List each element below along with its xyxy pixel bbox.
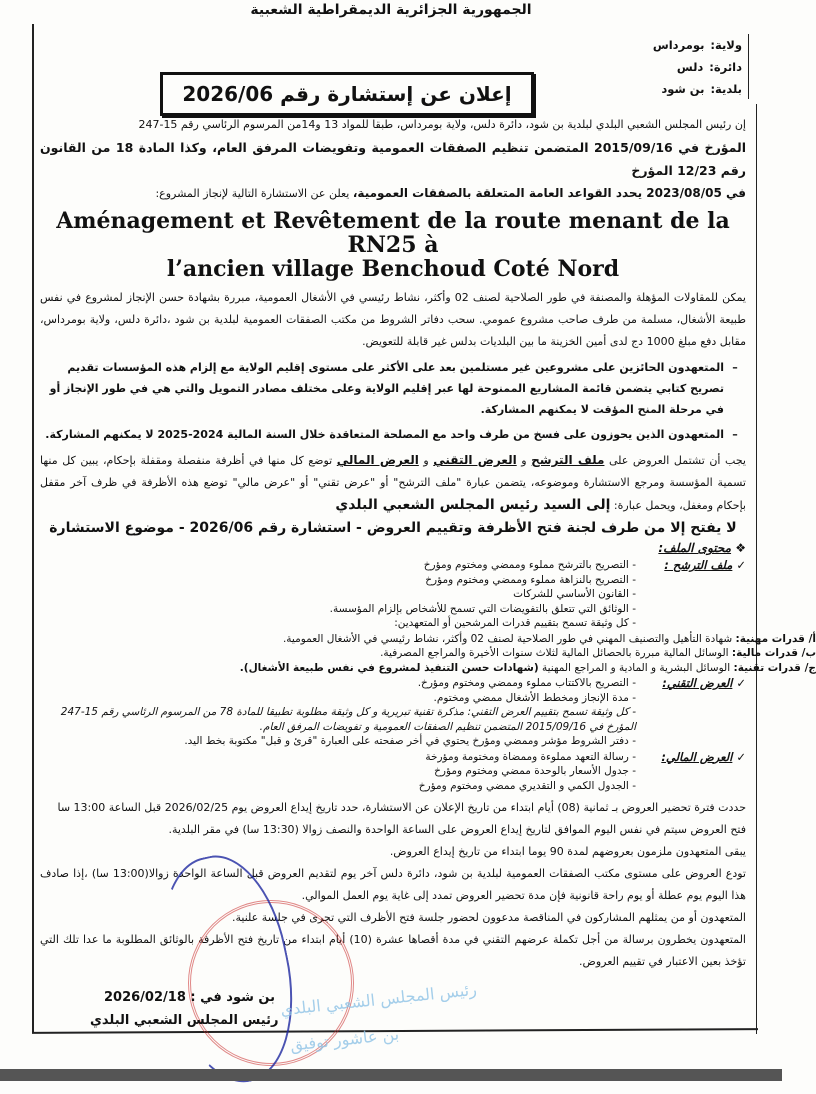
capacity-key: ج/ قدرات تقنية: — [734, 662, 816, 674]
item-text: مدة الإنجاز ومخطط الأشغال ممضي ومختوم. — [434, 692, 629, 704]
schedule-completion: المتعهدون يخطرون برسالة من أجل تكملة عرضهم التقني في مدة أقصاها عشرة (10) أيام ابتداء من تاريخ فتح الأظرفة بالوثائق المطلوبة ما عدا تلك التي تؤخذ بعين الاعتبار في تقييم العروض. — [40, 929, 746, 973]
scan-bottom-edge — [0, 1069, 782, 1081]
dash-icon: – — [724, 424, 746, 445]
technical-offer-ref: العرض التقني — [433, 453, 516, 467]
section-label: العرض التقني: — [662, 676, 732, 690]
check-icon: ✓ — [732, 750, 746, 764]
item-text: دفتر الشروط مؤشر وممضي ومؤرخ يحتوي في أخر صفحته على العبارة "قرئ و قبل" مكتوبة بخط اليد. — [184, 735, 629, 747]
frame-right-top — [748, 34, 749, 99]
item-text: القانون الأساسي للشركات — [513, 588, 629, 600]
capacity-value: شهادة التأهيل والتصنيف المهني في طور الصلاحية لصنف 02 وأكثر، نشاط رئيسي في الأشغال العمومية. — [283, 633, 732, 645]
intro-line-3-tail: يعلن عن الاستشارة التالية لإنجاز المشروع: — [155, 187, 349, 200]
document-title: إعلان عن إستشارة رقم 2026/06 — [160, 72, 534, 116]
signature-place-date: بن شود في : 2026/02/18 — [104, 990, 275, 1005]
schedule-validity: يبقى المتعهدون ملزمون بعروضهم لمدة 90 يوما ابتداء من تاريخ إيداع العروض. — [40, 841, 746, 863]
item-text: الجدول الكمي و التقديري ممضي ومختوم ومؤرخ — [419, 780, 629, 792]
document-body — [40, 114, 746, 973]
list-item: - الجدول الكمي و التقديري ممضي ومختوم ومؤرخ — [419, 779, 636, 794]
list-item: - جدول الأسعار بالوحدة ممضي ومختوم ومؤرخ — [419, 764, 636, 779]
list-item: - القانون الأساسي للشركات — [330, 587, 636, 602]
condition-item — [40, 357, 746, 420]
daira-row — [612, 56, 742, 78]
envelope-seal-note: لا يفتح إلا من طرف لجنة فتح الأظرفة وتقييم العروض - استشارة رقم 2026/06 - موضوع الاستشارة — [40, 517, 746, 539]
section-label: ملف الترشح : — [664, 558, 732, 572]
candidacy-file-section — [40, 558, 746, 631]
technical-offer-section — [40, 676, 746, 749]
schedule-opening: فتح العروض سيتم في نفس اليوم الموافق لتاريخ إيداع العروض على الساعة الواحدة والنصف زوالا (13:30 سا) في مقر البلدية. — [40, 819, 746, 841]
offers-intro: يجب أن تشتمل العروض على — [609, 454, 746, 467]
list-item: - كل وثيقة تسمح بتقييم قدرات المرشحين أو المتعهدين: — [330, 616, 636, 631]
capacity-key: أ/ قدرات مهنية: — [736, 633, 816, 645]
item-text: التصريح بالنزاهة مملوء وممضي ومختوم ومؤرخ — [425, 574, 629, 586]
capacity-value-bold: (شهادات حسن التنفيذ لمشروع في نفس طبيعة الأشغال). — [240, 662, 539, 674]
capacity-item — [240, 632, 816, 647]
dash-icon: – — [724, 357, 746, 420]
candidacy-file-label — [636, 558, 746, 631]
administrative-info — [612, 34, 742, 100]
financial-offer-ref: العرض المالي — [337, 453, 419, 467]
project-title — [40, 209, 746, 281]
intro-line-1: إن رئيس المجلس الشعبي البلدي لبلدية بن شود، دائرة دلس، ولاية بومرداس، طبقا للمواد 13 و14من المرسوم الرئاسي رقم 15-247 — [40, 114, 746, 136]
wilaya-label: ولاية: — [710, 38, 742, 52]
diamond-bullet-icon: ❖ — [731, 541, 746, 555]
capacity-value: الوسائل البشرية و المادية و المراجع المهنية — [542, 662, 730, 674]
technical-offer-label — [636, 676, 746, 749]
president-stamp-line-1: رئيس المجلس الشعبي البلدي — [280, 980, 478, 1019]
offers-label-note: ويحمل عبارة: — [614, 499, 676, 512]
financial-offer-section — [40, 750, 746, 794]
schedule-public-session: المتعهدون أو من يمثلهم المشاركون في المناقصة مدعوون لحضور جلسة فتح الأظرف التي تجرى في جلسة علنية. — [40, 907, 746, 929]
condition-text: المتعهدون الذين يحوزون على فسخ من طرف واحد مع المصلحة المتعاقدة خلال السنة المالية 2024-2025 لا يمكنهم المشاركة. — [45, 424, 724, 445]
baladia-value: بن شود — [661, 82, 704, 96]
conjunction: و — [521, 454, 526, 467]
list-item: - التصريح بالاكتتاب مملوء وممضي ومختوم ومؤرخ. — [40, 676, 636, 691]
capacity-value: الوسائل المالية مبررة بالحصائل المالية لثلاث سنوات الأخيرة والمراجع المصرفية. — [380, 647, 729, 659]
financial-offer-label — [636, 750, 746, 794]
item-text: التصريح بالترشح مملوء وممضي ومختوم ومؤرخ — [424, 559, 629, 571]
intro-line-2: المؤرخ في 2015/09/16 المتضمن تنظيم الصفقات العمومية وتفويضات المرفق العام، وكذا المادة 18 من القانون رقم 12/23 المؤرخ — [40, 136, 746, 182]
baladia-label: بلدية: — [710, 82, 742, 96]
baladia-row — [612, 78, 742, 100]
conjunction: و — [423, 454, 428, 467]
list-item: - رسالة التعهد مملوءة وممضاة ومختومة ومؤرخة — [419, 750, 636, 765]
signature-title: رئيس المجلس الشعبي البلدي — [90, 1013, 278, 1028]
item-text: كل وثيقة تسمح بتقييم قدرات المرشحين أو المتعهدين: — [394, 617, 629, 629]
check-icon: ✓ — [732, 558, 746, 572]
list-item: - دفتر الشروط مؤشر وممضي ومؤرخ يحتوي في أخر صفحته على العبارة "قرئ و قبل" مكتوبة بخط اليد. — [40, 734, 636, 749]
condition-item — [40, 424, 746, 445]
list-item: - التصريح بالترشح مملوء وممضي ومختوم ومؤرخ — [330, 558, 636, 573]
candidacy-file-ref: ملف الترشح — [531, 453, 604, 467]
item-text: الوثائق التي تتعلق بالتفويضات التي تسمح للأشخاص بإلزام المؤسسة. — [330, 603, 629, 615]
intro-line-3 — [40, 182, 746, 205]
schedule-deposit: تودع العروض على مستوى مكتب الصفقات العمومية لبلدية بن شود، دائرة دلس آخر يوم لتقديم العروض قبل الساعة الواحدة زوالا(13:00 سا) ،إذا صادف هذا اليوم يوم عطلة أو يوم راحة قانونية فإن مدة تحضير العروض تمدد إلى غاية يوم العمل الموالي. — [40, 863, 746, 907]
list-item: - التصريح بالنزاهة مملوء وممضي ومختوم ومؤرخ — [330, 573, 636, 588]
schedule-preparation: حددت فترة تحضير العروض بـ ثمانية (08) أيام ابتداء من تاريخ الإعلان عن الاستشارة، حدد تاريخ إيداع العروض يوم 2026/02/25 قبل الساعة 13:00 سا — [40, 797, 746, 819]
capacity-item — [240, 661, 816, 676]
candidacy-file-list — [330, 558, 636, 631]
envelope-address: إلى السيد رئيس المجلس الشعبي البلدي — [335, 497, 610, 513]
section-label: العرض المالي: — [661, 750, 732, 764]
eligibility-paragraph: يمكن للمقاولات المؤهلة والمصنفة في طور الصلاحية لصنف 02 وأكثر، نشاط رئيسي في الأشغال العمومية، مبررة بشهادة حسن الإنجاز لمشروع في نفس طبيعة الأشغال، مسلمة من طرف صاحب مشروع عمومي. سحب دفاتر الشروط من مكتب الصفقات العمومية لبلدية بن شود ،دائرة دلس، ولاية بومرداس، مقابل دفع مبلغ 1000 دج لدى أمين الخزينة ما بين البلديات بدلس غير قابلة للتعويض. — [40, 287, 746, 353]
list-item: - مدة الإنجاز ومخطط الأشغال ممضي ومختوم. — [40, 691, 636, 706]
capacity-key: ب/ قدرات مالية: — [732, 647, 816, 659]
daira-value: دلس — [677, 60, 703, 74]
item-text: جدول الأسعار بالوحدة ممضي ومختوم ومؤرخ — [434, 765, 629, 777]
capacities-list — [40, 632, 816, 676]
republic-header: الجمهورية الجزائرية الديمقراطية الشعبية — [0, 2, 782, 18]
intro-line-3-bold: في 2023/08/05 يحدد القواعد العامة المتعلقة بالصفقات العمومية، — [353, 186, 746, 200]
financial-offer-list — [419, 750, 636, 794]
check-icon: ✓ — [732, 676, 746, 690]
condition-text: المتعهدون الحائزين على مشروعين غير مستلمين بعد على الأكثر على مستوى إقليم الولاية مع إلزام هذه المؤسسات تقديم تصريح كتابي يتضمن قائمة المشاريع الممنوحة لها عبر إقليم الولاية وعلى مختلف مصادر التمويل والتي هي في طور الإنجاز أو في مرحلة المنح المؤقت لا يمكنهم المشاركة. — [40, 357, 724, 420]
wilaya-row — [612, 34, 742, 56]
file-contents-title: محتوى الملف: — [658, 541, 731, 555]
technical-offer-list — [40, 676, 636, 749]
capacity-item — [240, 646, 816, 661]
list-item: - الوثائق التي تتعلق بالتفويضات التي تسمح للأشخاص بإلزام المؤسسة. — [330, 602, 636, 617]
item-text: كل وثيقة تسمح بتقييم العرض التقني: مذكرة تقنية تبريرية و كل وثيقة مطلوبة تطبيقا للمادة 78 من المرسوم الرئاسي رقم 15-247 المؤرخ في 2015/09/16 المتضمن تنظيم الصفقات العمومية و تفويضات المرفق العام. — [61, 706, 636, 733]
project-title-line-1: Aménagement et Revêtement de la route menant de la RN25 à — [40, 209, 746, 257]
frame-right — [756, 104, 757, 1034]
offers-paragraph — [40, 449, 746, 517]
daira-label: دائرة: — [709, 60, 742, 74]
president-stamp-line-2: بن عاشور توفيق — [289, 1024, 400, 1054]
project-title-line-2: l’ancien village Benchoud Coté Nord — [40, 257, 746, 281]
offers-details: توضع كل منها في أظرفة منفصلة ومقفلة بإحكام، يبين كل منها تسمية المؤسسة ومرجع الاستشارة وموضوعه، يتضمن عبارة "ملف الترشح" أو "عرض تقني" أو "عرض مالي" توضع هذه الأظرفة في ظرف آخر مقفل بإحكام ومغفل، — [40, 454, 746, 512]
frame-left — [32, 24, 34, 1032]
item-text: التصريح بالاكتتاب مملوء وممضي ومختوم ومؤرخ. — [418, 677, 629, 689]
list-item: - كل وثيقة تسمح بتقييم العرض التقني: مذكرة تقنية تبريرية و كل وثيقة مطلوبة تطبيقا للمادة 78 من المرسوم الرئاسي رقم 15-247 المؤرخ في 2015/09/16 المتضمن تنظيم الصفقات العمومية و تفويضات المرفق العام. — [40, 705, 636, 734]
item-text: رسالة التعهد مملوءة وممضاة ومختومة ومؤرخة — [425, 751, 629, 763]
file-contents-heading — [40, 539, 746, 557]
wilaya-value: بومرداس — [653, 38, 705, 52]
